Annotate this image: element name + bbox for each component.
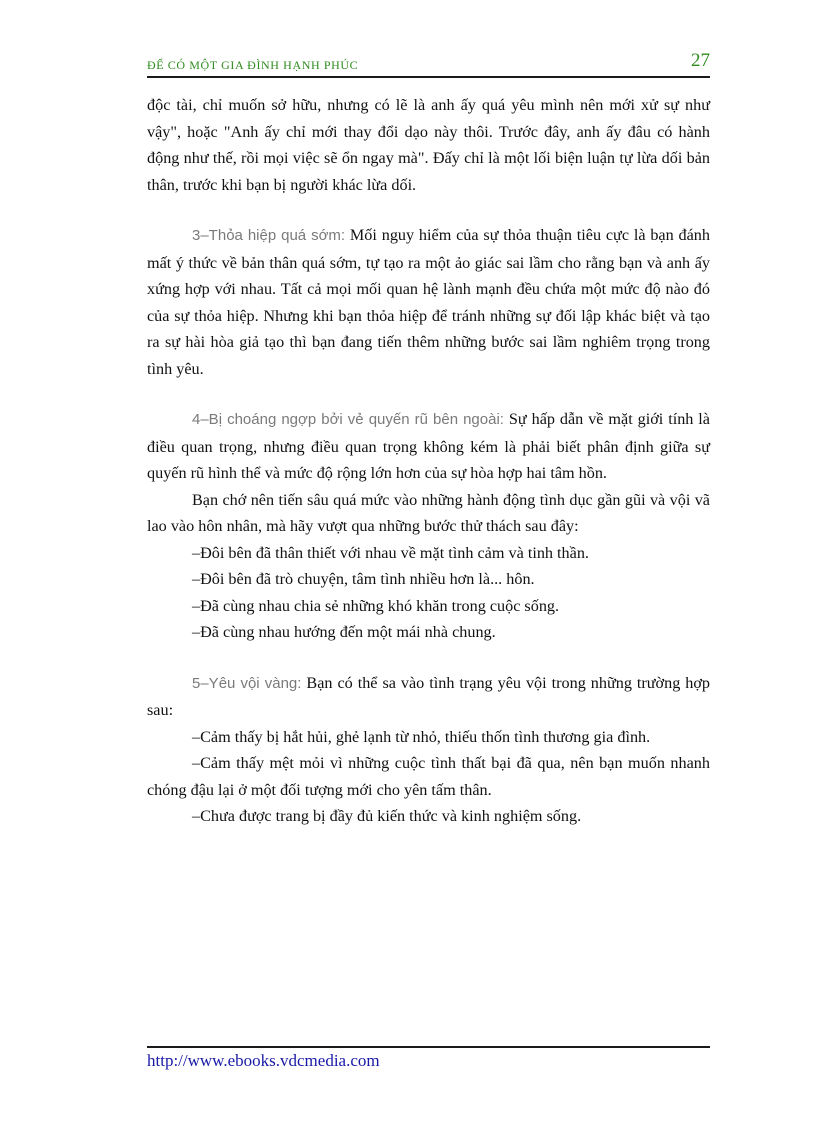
section-4-paragraph: [147, 406, 710, 487]
list-item: –Đã cùng nhau chia sẻ những khó khăn trong cuộc sống.: [192, 596, 560, 615]
list-item: –Đôi bên đã thân thiết với nhau về mặt tình cảm và tinh thần.: [192, 543, 589, 562]
list-item: –Đôi bên đã trò chuyện, tâm tình nhiều hơn là... hôn.: [192, 570, 535, 588]
section-3-paragraph: [147, 222, 710, 382]
running-header: [147, 52, 710, 78]
section-3-text: Mối nguy hiểm của sự thỏa thuận tiêu cực là bạn đánh mất ý thức về bản thân quá sớm, tự tạo ra một ảo giác sai lầm cho rằng bạn và anh ấy xứng hợp với nhau. Tất cả mọi mối quan hệ lành mạnh đều chứa một mức độ nào đó của sự thỏa hiệp. Nhưng khi bạn thỏa hiệp để tránh những sự đối lập khác biệt và tạo ra sự hài hòa giả tạo thì bạn đang tiến thêm những bước sai lầm nghiêm trọng trong tình yêu.: [147, 226, 710, 378]
section-5-paragraph: [147, 670, 710, 724]
page-number: 27: [691, 50, 710, 71]
list-item: –Chưa được trang bị đầy đủ kiến thức và kinh nghiệm sống.: [192, 807, 582, 825]
list-item: –Cảm thấy mệt mỏi vì những cuộc tình thất bại đã qua, nên bạn muốn nhanh chóng đậu lại ở một đối tượng mới cho yên tấm thân.: [147, 754, 710, 799]
footer-divider: [147, 1046, 710, 1048]
book-title: ĐỂ CÓ MỘT GIA ĐÌNH HẠNH PHÚC: [147, 58, 359, 72]
section-4-heading: 4–Bị choáng ngợp bởi vẻ quyến rũ bên ngoài:: [192, 411, 504, 428]
list-item: –Đã cùng nhau hướng đến một mái nhà chung.: [192, 623, 496, 641]
list-item: –Cảm thấy bị hắt hủi, ghẻ lạnh từ nhỏ, thiếu thốn tình thương gia đình.: [192, 727, 651, 746]
section-5-text: Bạn có thể sa vào tình trạng yêu vội trong những trường hợp sau:: [147, 673, 711, 719]
section-5-heading: 5–Yêu vội vàng:: [192, 674, 302, 692]
section-4-paragraph-2: Bạn chớ nên tiến sâu quá mức vào những hành động tình dục gần gũi và vội vã lao vào hôn nhân, mà hãy vượt qua những bước thử thách sau đây:: [147, 490, 710, 535]
section-3-heading: 3–Thỏa hiệp quá sớm:: [192, 227, 346, 244]
page-body: [147, 92, 710, 830]
paragraph-continued: độc tài, chỉ muốn sở hữu, nhưng có lẽ là anh ấy quá yêu mình nên mới xử sự như vậy", hoặc "Anh ấy chỉ mới thay đổi dạo này thôi. Trước đây, anh ấy đâu có hành động như thế, rồi mọi việc sẽ ổn ngay mà". Đấy chỉ là một lối biện luận tự lừa dối bản thân, trước khi bạn bị người khác lừa dối.: [147, 96, 710, 194]
footer-url-link[interactable]: http://www.ebooks.vdcmedia.com: [147, 1051, 380, 1070]
section-4-text: Sự hấp dẫn về mặt giới tính là điều quan trọng, nhưng điều quan trọng không kém là phải biết phân định giữa sự quyến rũ hình thể và mức độ rộng lớn hơn của sự hòa hợp hai tâm hồn.: [147, 410, 710, 482]
